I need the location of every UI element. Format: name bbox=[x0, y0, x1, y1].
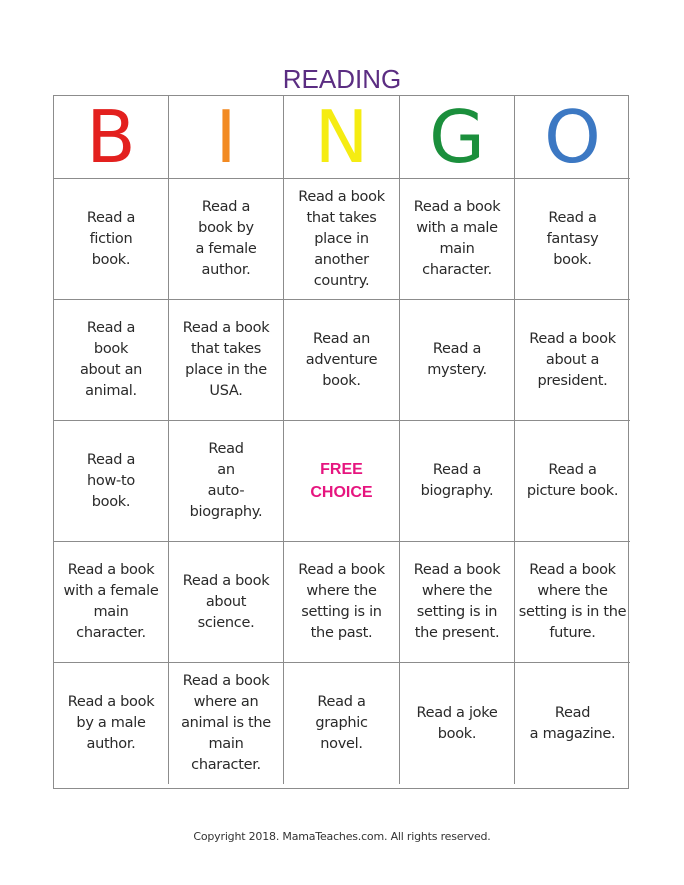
bingo-cell bbox=[400, 300, 515, 421]
bingo-cell bbox=[284, 300, 400, 421]
cell-text: Read a book where an animal is the main character. bbox=[181, 673, 271, 773]
page-title: READING bbox=[282, 64, 402, 94]
cell-text: Read a book about science. bbox=[182, 572, 270, 631]
cell-text: Read a book with a female main character. bbox=[63, 562, 159, 641]
bingo-cell bbox=[54, 421, 169, 542]
bingo-cell bbox=[169, 300, 284, 421]
header-letter-o: O bbox=[544, 96, 601, 179]
cell-text: Read a fiction book. bbox=[86, 209, 136, 268]
header-cell-o bbox=[515, 96, 630, 179]
bingo-cell bbox=[54, 300, 169, 421]
cell-text: Read a joke book. bbox=[416, 704, 498, 742]
bingo-cell bbox=[169, 179, 284, 300]
bingo-cell bbox=[400, 179, 515, 300]
bingo-cell bbox=[400, 663, 515, 784]
cell-text: Read a book about a president. bbox=[529, 330, 616, 389]
bingo-cell bbox=[284, 542, 400, 663]
header-cell-i bbox=[169, 96, 284, 179]
header-letter-b: B bbox=[86, 96, 136, 179]
cell-text: Read a book with a male main character. bbox=[413, 199, 501, 278]
cell-text: Read a book that takes place in the USA. bbox=[182, 320, 270, 399]
free-choice-cell bbox=[284, 421, 400, 542]
header-letter-g: G bbox=[429, 96, 485, 179]
bingo-cell bbox=[400, 421, 515, 542]
copyright-footer: Copyright 2018. MamaTeaches.com. All rights reserved. bbox=[193, 830, 491, 843]
cell-text: Read a book by a female author. bbox=[195, 199, 257, 278]
bingo-cell bbox=[515, 421, 630, 542]
header-cell-g bbox=[400, 96, 515, 179]
cell-text: Read a biography. bbox=[420, 462, 494, 499]
bingo-cell bbox=[54, 179, 169, 300]
cell-text: Read a fantasy book. bbox=[546, 209, 599, 268]
bingo-cell bbox=[54, 663, 169, 784]
bingo-board bbox=[53, 95, 629, 789]
bingo-cell bbox=[284, 663, 400, 784]
cell-text: Read a book where the setting is in the past. bbox=[298, 562, 385, 641]
cell-text: Read a picture book. bbox=[526, 462, 619, 499]
free-choice-text: FREE CHOICE bbox=[310, 461, 373, 501]
cell-text: Read an auto- biography. bbox=[189, 441, 263, 520]
header-cell-n bbox=[284, 96, 400, 179]
bingo-cell bbox=[54, 542, 169, 663]
cell-text: Read an adventure book. bbox=[305, 330, 378, 389]
bingo-cell bbox=[169, 421, 284, 542]
cell-text: Read a book about an animal. bbox=[79, 320, 143, 399]
cell-text: Read a magazine. bbox=[529, 704, 616, 742]
bingo-cell bbox=[284, 179, 400, 300]
cell-text: Read a book that takes place in another country. bbox=[298, 188, 385, 289]
header-letter-n: N bbox=[314, 96, 369, 179]
cell-text: Read a graphic novel. bbox=[315, 694, 368, 752]
cell-text: Read a mystery. bbox=[427, 341, 487, 378]
bingo-cell bbox=[169, 663, 284, 784]
header-cell-b bbox=[54, 96, 169, 179]
cell-text: Read a book where the setting is in the present. bbox=[413, 562, 501, 641]
bingo-cell bbox=[515, 542, 630, 663]
cell-text: Read a book where the setting is in the future. bbox=[518, 562, 627, 641]
bingo-cell bbox=[515, 663, 630, 784]
bingo-cell bbox=[515, 300, 630, 421]
bingo-cell bbox=[169, 542, 284, 663]
cell-text: Read a book by a male author. bbox=[67, 694, 155, 752]
bingo-cell bbox=[515, 179, 630, 300]
header-letter-i: I bbox=[215, 96, 237, 179]
cell-text: Read a how-to book. bbox=[86, 451, 136, 510]
bingo-cell bbox=[400, 542, 515, 663]
